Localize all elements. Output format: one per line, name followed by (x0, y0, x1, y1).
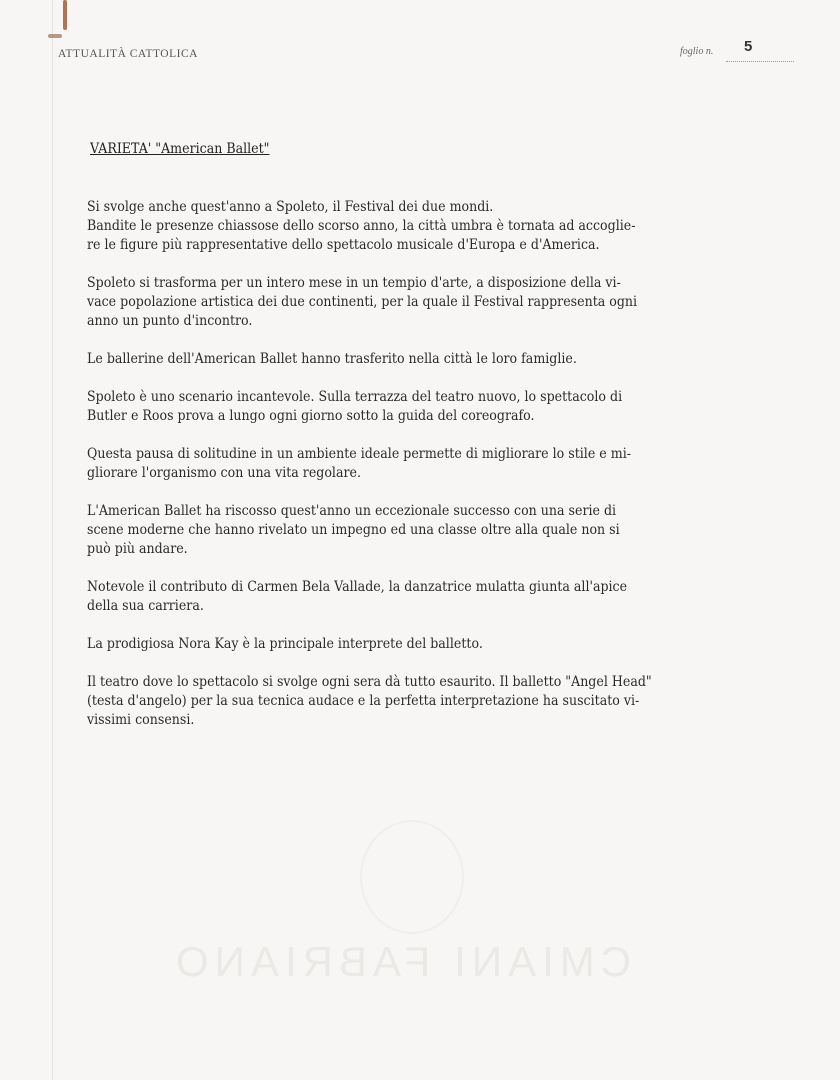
text-line: re le figure più rappresentative dello spettacolo musicale d'Europa e d'America. (87, 237, 600, 253)
text-line: Le ballerine dell'American Ballet hanno trasferito nella città le loro famiglie. (87, 351, 577, 367)
paper-fold (52, 0, 53, 1080)
text-line: vissimi consensi. (87, 712, 195, 728)
paragraph (87, 673, 840, 730)
text-line: Spoleto è uno scenario incantevole. Sulla terrazza del teatro nuovo, lo spettacolo di (87, 389, 623, 405)
text-line: Si svolge anche quest'anno a Spoleto, il Festival dei due mondi. (87, 199, 494, 215)
text-line: Spoleto si trasforma per un intero mese in un tempio d'arte, a disposizione della vi- (87, 275, 621, 291)
watermark-clover-icon (360, 820, 464, 934)
text-line: Butler e Roos prova a lungo ogni giorno sotto la guida del coreografo. (87, 408, 535, 424)
text-line: può più andare. (87, 541, 188, 557)
text-line: Notevole il contributo di Carmen Bela Vallade, la danzatrice mulatta giunta all'apice (87, 579, 628, 595)
text-line: scene moderne che hanno rivelato un impegno ed una classe oltre alla quale non si (87, 522, 620, 538)
folio-number: 5 (726, 38, 794, 62)
paragraph (87, 350, 840, 369)
rust-mark (48, 34, 62, 38)
text-line: della sua carriera. (87, 598, 204, 614)
text-line: Questa pausa di solitudine in un ambiente ideale permette di migliorare lo stile e mi- (87, 446, 632, 462)
rust-mark (63, 0, 67, 30)
text-line: Il teatro dove lo spettacolo si svolge ogni sera dà tutto esaurito. Il balletto "Angel Head" (87, 674, 652, 690)
paragraph (87, 274, 840, 331)
text-line: gliorare l'organismo con una vita regolare. (87, 465, 361, 481)
paragraph (87, 198, 840, 255)
text-line: vace popolazione artistica dei due continenti, per la quale il Festival rappresenta ogni (87, 294, 638, 310)
paragraph (87, 578, 840, 616)
paper-watermark: CMIANI FABRIANO (170, 938, 632, 985)
folio-label: foglio n. (680, 46, 714, 57)
text-line: Bandite le presenze chiassose dello scorso anno, la città umbra è tornata ad accoglie- (87, 218, 636, 234)
text-line: L'American Ballet ha riscosso quest'anno un eccezionale successo con una serie di (87, 503, 617, 519)
article-title: VARIETA' "American Ballet" (90, 141, 270, 157)
publication-header: ATTUALITÀ CATTOLICA (58, 48, 198, 60)
paragraph (87, 388, 840, 426)
paragraph (87, 445, 840, 483)
text-line: (testa d'angelo) per la sua tecnica audace e la perfetta interpretazione ha suscitato vi- (87, 693, 640, 709)
text-line: La prodigiosa Nora Kay è la principale interprete del balletto. (87, 636, 483, 652)
text-line: anno un punto d'incontro. (87, 313, 253, 329)
paragraph (87, 502, 840, 559)
paragraph (87, 635, 840, 654)
article-body (87, 198, 840, 749)
